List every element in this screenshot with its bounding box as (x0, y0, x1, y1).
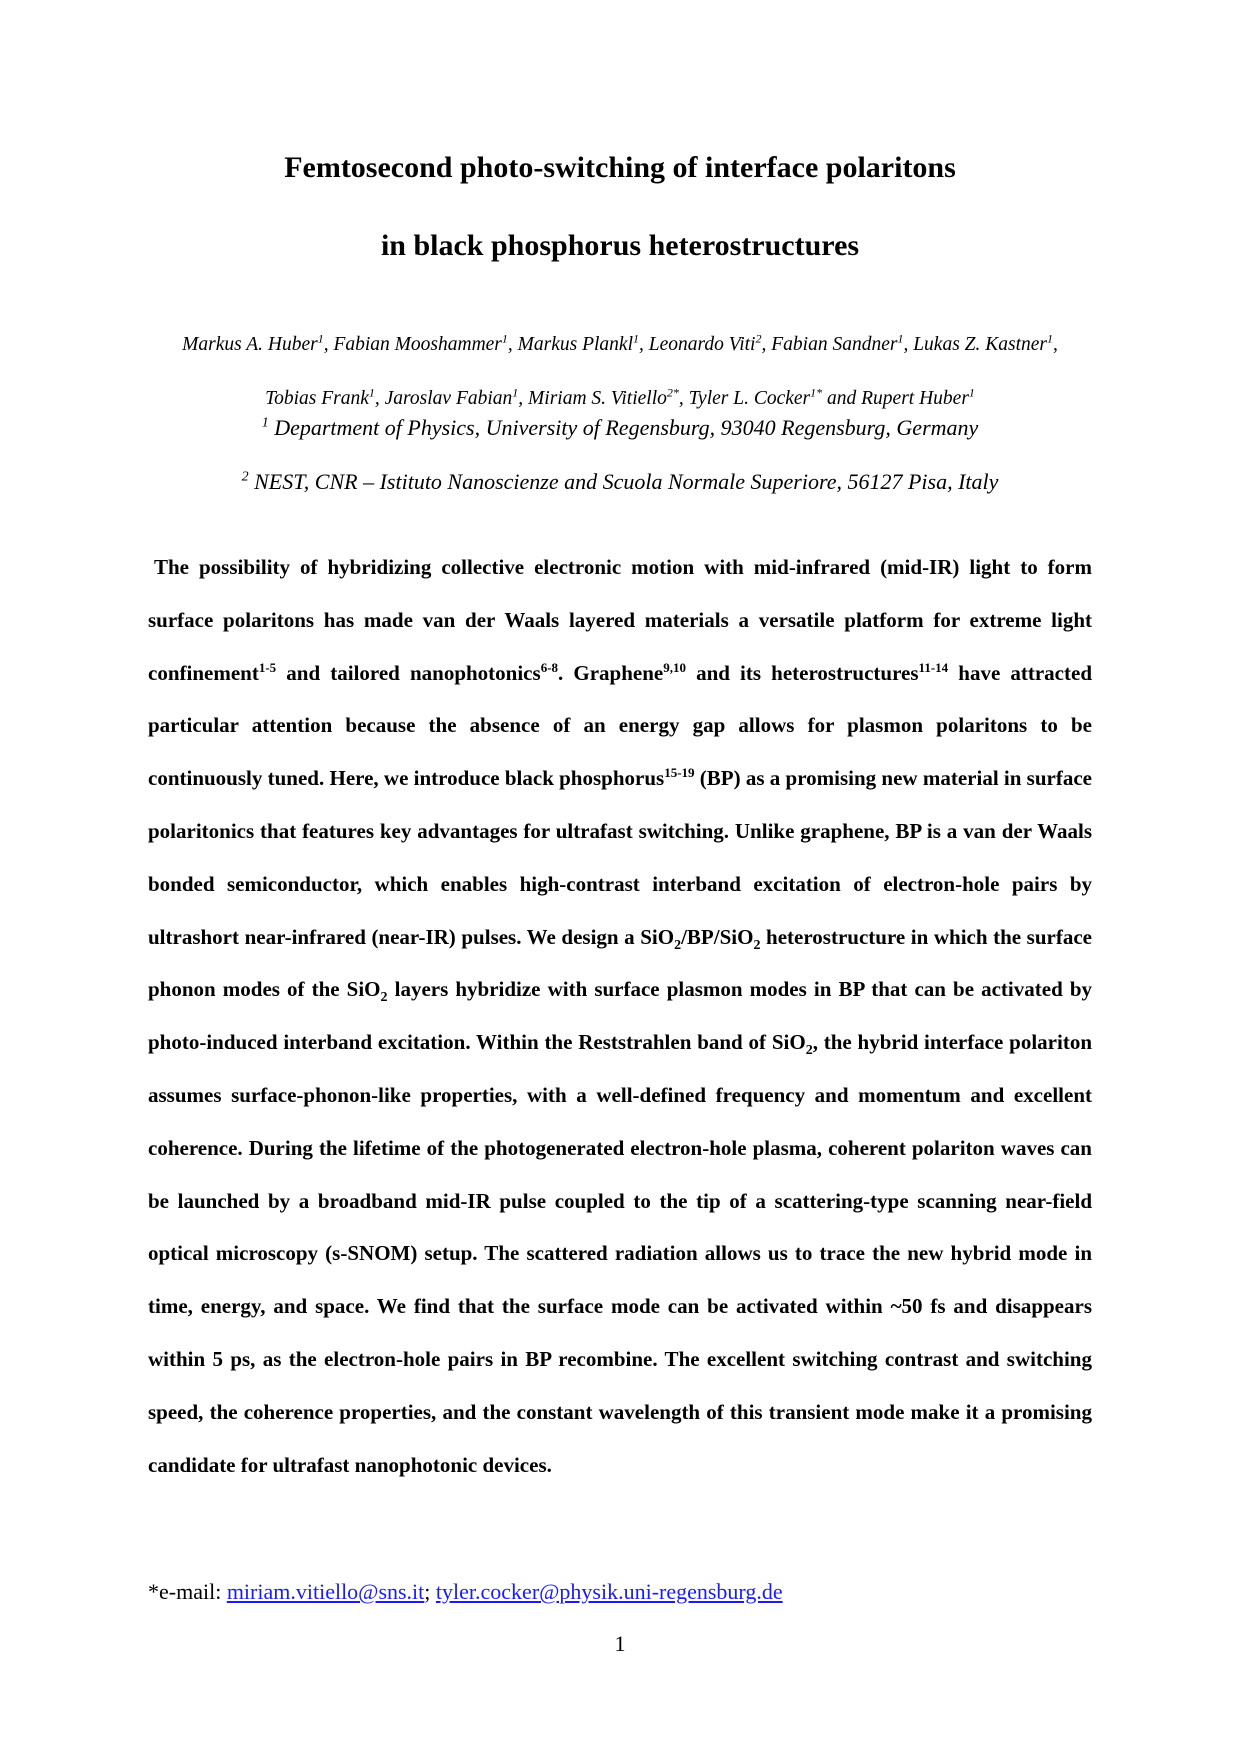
author: Lukas Z. Kastner$^1$ (913, 331, 1054, 355)
author: Fabian Mooshammer$^1$ (333, 331, 508, 355)
author: Miriam S. Vitiello$^{2*}$ (528, 385, 679, 409)
page-number: 1 (614, 1631, 626, 1656)
author: Tobias Frank$^1$ (265, 385, 375, 409)
citation: 9,10 (663, 659, 686, 675)
affiliation-2: $^2$ NEST, CNR – Istituto Nanoscienze and Scuola Normale Superiore, 56127 Pisa, Italy (241, 469, 999, 494)
citation: 11-14 (918, 659, 949, 675)
email-link-vitiello[interactable]: miriam.vitiello@sns.it (226, 1579, 425, 1604)
author: Rupert Huber$^1$ (861, 385, 975, 409)
paper-title-line-1: Femtosecond photo-switching of interface polaritons (284, 151, 956, 184)
author: Jaroslav Fabian$^1$ (384, 385, 519, 409)
author: Markus Plankl$^1$ (517, 331, 640, 355)
author: Fabian Sandner$^1$ (771, 331, 904, 355)
author-list: Markus A. Huber$^1$, Fabian Mooshammer$^1$, Markus Plankl$^1$, Leonardo Viti$^2$, Fabian Sandner$^1$, Lukas Z. Kastner$^1$, Tobias Frank$^1$, Jaroslav Fabian$^1$, Miriam S. Vitiello$^{2*}$, Tyler L. Cocker$^{1*}$ and Rupert Huber$^1$ (182, 331, 1058, 409)
paper-title-line-2: in black phosphorus heterostructures (380, 229, 860, 262)
author: Tyler L. Cocker$^{1*}$ (688, 385, 823, 409)
citation: 6-8 (540, 659, 559, 675)
citation: 15-19 (664, 765, 695, 781)
author: Markus A. Huber$^1$ (182, 331, 324, 355)
affiliation-1: $^1$ Department of Physics, University of Regensburg, 93040 Regensburg, Germany (261, 415, 979, 440)
abstract: The possibility of hybridizing collective electronic motion with mid-infrared (mid-IR) light to form surface polaritons has made van der Waals layered materials a versatile platform for extreme light confinement$^{1-5}$ and tailored nanophotonics$^{6-8}$. Graphene$^{9,10}$ and its heterostructures$^{11-14}$ have attracted particular attention because the absence of an energy gap allows for plasmon polaritons to be continuously tuned. Here, we introduce black phosphorus$^{15-19}$ (BP) as a promising new material in surface polaritonics that features key advantages for ultrafast switching. Unlike graphene, BP is a van der Waals bonded semiconductor, which enables high-contrast interband excitation of electron-hole pairs by ultrashort near-infrared (near-IR) pulses. We design a SiO$_2$/BP/SiO$_2$ heterostructure in which the surface phonon modes of the SiO$_2$ layers hybridize with surface plasmon modes in BP that can be activated by photo-induced interband excitation. Within the Reststrahlen band of SiO$_2$, the hybrid interface polariton assumes surface-phonon-like properties, with a well-defined frequency and momentum and excellent coherence. During the lifetime of the photogenerated electron-hole plasma, coherent polariton waves can be launched by a broadband mid-IR pulse coupled to the tip of a scattering-type scanning near-field optical microscopy (s-SNOM) setup. The scattered radiation allows us to trace the new hybrid mode in time, energy, and space. We find that the surface mode can be activated within ~50 fs and disappears within 5 ps, as the electron-hole pairs in BP recombine. The excellent switching contrast and switching speed, the coherence properties, and the constant wavelength of this transient mode make it a promising candidate for ultrafast nanophotonic devices. (148, 555, 1093, 1477)
email-link-cocker[interactable]: tyler.cocker@physik.uni-regensburg.de (435, 1579, 783, 1604)
author: Leonardo Viti$^2$ (648, 331, 762, 355)
corresponding-email: *e-mail: miriam.vitiello@sns.it; tyler.cocker@physik.uni-regensburg.de (148, 1579, 783, 1604)
citation: 1-5 (258, 659, 277, 675)
